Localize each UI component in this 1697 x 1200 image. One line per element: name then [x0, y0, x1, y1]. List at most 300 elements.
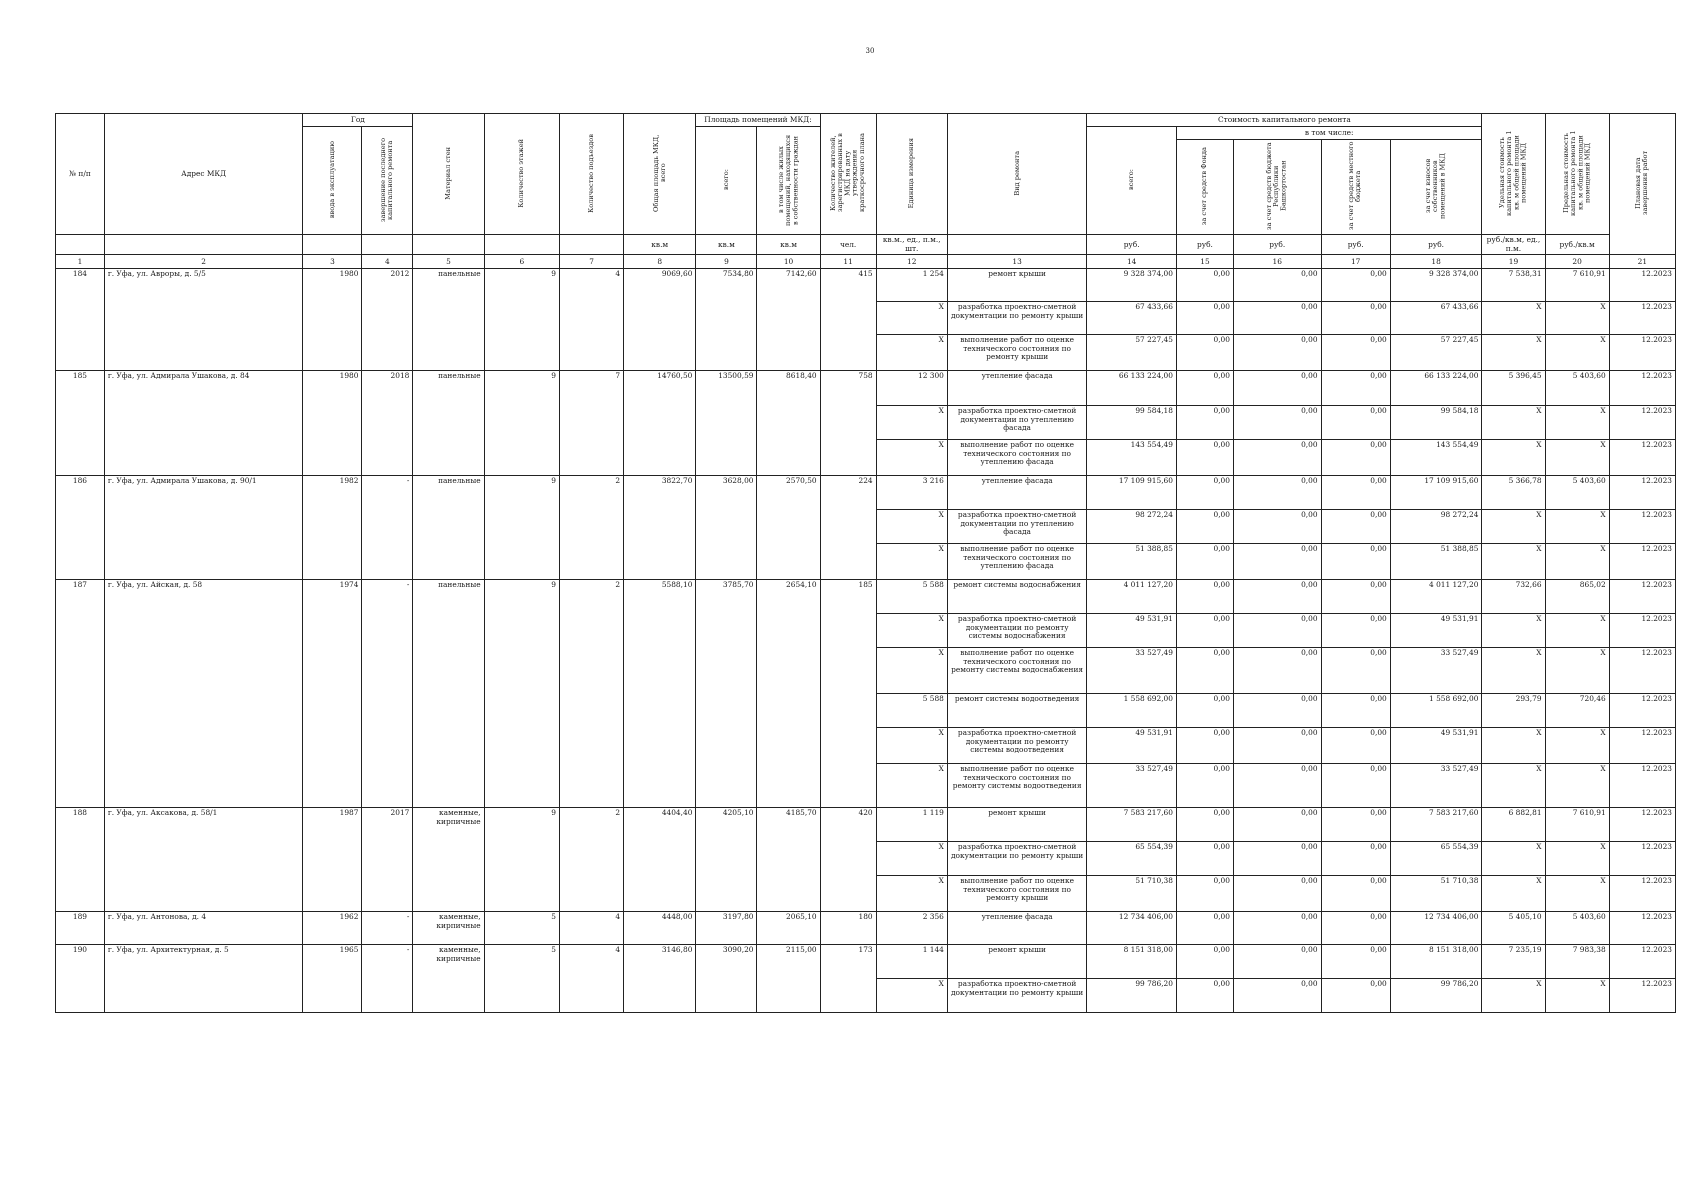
cost-rb-budget: 0,00 [1233, 808, 1321, 842]
cost-rb-budget: 0,00 [1233, 694, 1321, 728]
specific-cost: 7 538,31 [1482, 269, 1545, 302]
cost-fund: 0,00 [1176, 764, 1233, 808]
specific-cost: X [1482, 440, 1545, 476]
wall-material: каменные, кирпичные [413, 945, 484, 1013]
work-type: разработка проектно-сметной документации по ремонту крыши [947, 302, 1086, 335]
max-cost: X [1545, 510, 1609, 544]
cost-owners: 7 583 217,60 [1390, 808, 1482, 842]
cost-local-budget: 0,00 [1321, 876, 1390, 912]
floor-count: 9 [484, 808, 559, 912]
year-last-repair: 2012 [362, 269, 413, 371]
resident-count: 185 [820, 580, 876, 808]
cost-owners: 51 388,85 [1390, 544, 1482, 580]
cost-fund: 0,00 [1176, 302, 1233, 335]
cost-total: 49 531,91 [1087, 728, 1177, 764]
resident-count: 224 [820, 476, 876, 580]
row-number: 186 [56, 476, 105, 580]
cost-fund: 0,00 [1176, 945, 1233, 979]
planned-date: 12.2023 [1609, 302, 1675, 335]
unit-cell: кв.м [624, 235, 696, 255]
cost-total: 1 558 692,00 [1087, 694, 1177, 728]
planned-date: 12.2023 [1609, 912, 1675, 945]
cost-total: 99 786,20 [1087, 979, 1177, 1013]
resident-count: 180 [820, 912, 876, 945]
cost-total: 33 527,49 [1087, 764, 1177, 808]
house-address: г. Уфа, ул. Архитектурная, д. 5 [104, 945, 303, 1013]
max-cost: 5 403,60 [1545, 476, 1609, 510]
column-number: 15 [1176, 255, 1233, 269]
cost-owners: 9 328 374,00 [1390, 269, 1482, 302]
work-type: утепление фасада [947, 371, 1086, 406]
floor-count: 9 [484, 580, 559, 808]
header-address: Адрес МКД [104, 114, 303, 235]
work-quantity: 2 356 [876, 912, 947, 945]
header-unit-measure: Единица измерения [876, 114, 947, 235]
work-type: ремонт системы водоотведения [947, 694, 1086, 728]
max-cost: X [1545, 764, 1609, 808]
max-cost: X [1545, 648, 1609, 694]
work-quantity: X [876, 440, 947, 476]
cost-fund: 0,00 [1176, 440, 1233, 476]
cost-owners: 33 527,49 [1390, 764, 1482, 808]
floor-count: 9 [484, 371, 559, 476]
work-type: выполнение работ по оценке технического состояния по ремонту системы водоотведения [947, 764, 1086, 808]
unit-cell: руб./кв.м [1545, 235, 1609, 255]
year-last-repair: - [362, 912, 413, 945]
work-type: ремонт крыши [947, 808, 1086, 842]
header-premises-area: Площадь помещений МКД: [696, 114, 820, 127]
wall-material: панельные [413, 580, 484, 808]
entrance-count: 2 [559, 580, 623, 808]
cost-total: 143 554,49 [1087, 440, 1177, 476]
work-quantity: X [876, 876, 947, 912]
work-quantity: X [876, 335, 947, 371]
unit-cell: кв.м [757, 235, 820, 255]
planned-date: 12.2023 [1609, 876, 1675, 912]
total-area: 3822,70 [624, 476, 696, 580]
specific-cost: X [1482, 302, 1545, 335]
total-area: 4448,00 [624, 912, 696, 945]
table-row [56, 269, 1676, 302]
row-number: 184 [56, 269, 105, 371]
cost-rb-budget: 0,00 [1233, 979, 1321, 1013]
floor-count: 9 [484, 269, 559, 371]
planned-date: 12.2023 [1609, 979, 1675, 1013]
work-type: выполнение работ по оценке технического состояния по ремонту системы водоснабжения [947, 648, 1086, 694]
house-address: г. Уфа, ул. Адмирала Ушакова, д. 90/1 [104, 476, 303, 580]
cost-rb-budget: 0,00 [1233, 648, 1321, 694]
header-total-area: Общая площадь МКД, всего [624, 114, 696, 235]
cost-fund: 0,00 [1176, 476, 1233, 510]
unit-cell: руб./кв.м, ед., п.м. [1482, 235, 1545, 255]
house-address: г. Уфа, ул. Айская, д. 58 [104, 580, 303, 808]
house-address: г. Уфа, ул. Авроры, д. 5/5 [104, 269, 303, 371]
work-type: разработка проектно-сметной документации по ремонту системы водоотведения [947, 728, 1086, 764]
year-built: 1965 [303, 945, 362, 1013]
cost-total: 51 710,38 [1087, 876, 1177, 912]
year-built: 1962 [303, 912, 362, 945]
planned-date: 12.2023 [1609, 476, 1675, 510]
max-cost: 7 610,91 [1545, 808, 1609, 842]
year-last-repair: 2017 [362, 808, 413, 912]
cost-local-budget: 0,00 [1321, 694, 1390, 728]
unit-cell: руб. [1087, 235, 1177, 255]
cost-fund: 0,00 [1176, 694, 1233, 728]
specific-cost: 732,66 [1482, 580, 1545, 614]
cost-rb-budget: 0,00 [1233, 580, 1321, 614]
page-number: 30 [865, 47, 875, 55]
specific-cost: 5 405,10 [1482, 912, 1545, 945]
premises-area-total: 3197,80 [696, 912, 757, 945]
total-area: 3146,80 [624, 945, 696, 1013]
year-built: 1974 [303, 580, 362, 808]
entrance-count: 2 [559, 476, 623, 580]
cost-owners: 65 554,39 [1390, 842, 1482, 876]
cost-total: 8 151 318,00 [1087, 945, 1177, 979]
work-type: выполнение работ по оценке технического состояния по ремонту крыши [947, 335, 1086, 371]
total-area: 9069,60 [624, 269, 696, 371]
entrance-count: 7 [559, 371, 623, 476]
work-quantity: 5 588 [876, 580, 947, 614]
planned-date: 12.2023 [1609, 335, 1675, 371]
table-row [56, 476, 1676, 510]
work-quantity: X [876, 648, 947, 694]
row-number: 189 [56, 912, 105, 945]
work-quantity: X [876, 728, 947, 764]
cost-local-budget: 0,00 [1321, 440, 1390, 476]
max-cost: X [1545, 302, 1609, 335]
cost-owners: 4 011 127,20 [1390, 580, 1482, 614]
specific-cost: 6 882,81 [1482, 808, 1545, 842]
cost-total: 66 133 224,00 [1087, 371, 1177, 406]
column-number: 14 [1087, 255, 1177, 269]
work-type: разработка проектно-сметной документации по утеплению фасада [947, 406, 1086, 440]
column-number: 19 [1482, 255, 1545, 269]
column-number: 6 [484, 255, 559, 269]
cost-local-budget: 0,00 [1321, 648, 1390, 694]
cost-rb-budget: 0,00 [1233, 912, 1321, 945]
cost-local-budget: 0,00 [1321, 302, 1390, 335]
cost-rb-budget: 0,00 [1233, 335, 1321, 371]
cost-fund: 0,00 [1176, 580, 1233, 614]
work-type: ремонт крыши [947, 269, 1086, 302]
header-year-commission: ввода в эксплуатацию [303, 127, 362, 235]
floor-count: 9 [484, 476, 559, 580]
work-type: ремонт крыши [947, 945, 1086, 979]
cost-rb-budget: 0,00 [1233, 302, 1321, 335]
cost-local-budget: 0,00 [1321, 269, 1390, 302]
table-row [56, 371, 1676, 406]
work-type: разработка проектно-сметной документации по утеплению фасада [947, 510, 1086, 544]
premises-area-total: 3628,00 [696, 476, 757, 580]
header-rb-budget: за счет средств бюджета Республики Башкортостан [1233, 140, 1321, 235]
specific-cost: 7 235,19 [1482, 945, 1545, 979]
specific-cost: 293,79 [1482, 694, 1545, 728]
cost-fund: 0,00 [1176, 979, 1233, 1013]
planned-date: 12.2023 [1609, 440, 1675, 476]
unit-cell: кв.м [696, 235, 757, 255]
cost-total: 98 272,24 [1087, 510, 1177, 544]
planned-date: 12.2023 [1609, 614, 1675, 648]
work-quantity: X [876, 979, 947, 1013]
max-cost: 5 403,60 [1545, 912, 1609, 945]
max-cost: X [1545, 614, 1609, 648]
header-entrances: Количество подъездов [559, 114, 623, 235]
cost-total: 65 554,39 [1087, 842, 1177, 876]
cost-owners: 57 227,45 [1390, 335, 1482, 371]
work-quantity: X [876, 842, 947, 876]
column-number: 13 [947, 255, 1086, 269]
cost-fund: 0,00 [1176, 510, 1233, 544]
cost-total: 99 584,18 [1087, 406, 1177, 440]
work-quantity: X [876, 406, 947, 440]
resident-count: 173 [820, 945, 876, 1013]
wall-material: панельные [413, 476, 484, 580]
cost-owners: 8 151 318,00 [1390, 945, 1482, 979]
column-number: 7 [559, 255, 623, 269]
cost-owners: 99 584,18 [1390, 406, 1482, 440]
premises-area-residential: 4185,70 [757, 808, 820, 912]
cost-owners: 17 109 915,60 [1390, 476, 1482, 510]
column-number: 9 [696, 255, 757, 269]
planned-date: 12.2023 [1609, 510, 1675, 544]
floor-count: 5 [484, 945, 559, 1013]
cost-fund: 0,00 [1176, 269, 1233, 302]
work-quantity: 12 300 [876, 371, 947, 406]
planned-date: 12.2023 [1609, 842, 1675, 876]
max-cost: 865,02 [1545, 580, 1609, 614]
unit-cell: руб. [1176, 235, 1233, 255]
cost-rb-budget: 0,00 [1233, 842, 1321, 876]
table-row [56, 945, 1676, 979]
cost-rb-budget: 0,00 [1233, 269, 1321, 302]
header-max-cost: Предельная стоимость капитального ремонта 1 кв. м общей площади помещений МКД [1545, 114, 1609, 235]
cost-fund: 0,00 [1176, 728, 1233, 764]
premises-area-total: 3090,20 [696, 945, 757, 1013]
cost-local-budget: 0,00 [1321, 979, 1390, 1013]
house-address: г. Уфа, ул. Антонова, д. 4 [104, 912, 303, 945]
header-premises-residential: в том числе жилых помещений, находящихся в собственности граждан [757, 127, 820, 235]
cost-rb-budget: 0,00 [1233, 614, 1321, 648]
work-type: утепление фасада [947, 476, 1086, 510]
cost-fund: 0,00 [1176, 842, 1233, 876]
cost-total: 51 388,85 [1087, 544, 1177, 580]
wall-material: панельные [413, 371, 484, 476]
header-including: в том числе: [1176, 127, 1481, 140]
premises-area-total: 4205,10 [696, 808, 757, 912]
cost-owners: 51 710,38 [1390, 876, 1482, 912]
cost-local-budget: 0,00 [1321, 406, 1390, 440]
header-specific-cost: Удельная стоимость капитального ремонта 1 кв. м общей площади помещений МКД [1482, 114, 1545, 235]
max-cost: X [1545, 979, 1609, 1013]
cost-local-budget: 0,00 [1321, 510, 1390, 544]
premises-area-total: 7534,80 [696, 269, 757, 371]
header-no: № п/п [56, 114, 105, 235]
cost-owners: 143 554,49 [1390, 440, 1482, 476]
header-residents: Количество жителей, зарегистрированных в МКД на дату утверждения краткосрочного плана [820, 114, 876, 235]
unit-cell: кв.м., ед., п.м., шт. [876, 235, 947, 255]
header-year: Год [303, 114, 413, 127]
total-area: 4404,40 [624, 808, 696, 912]
total-area: 14760,50 [624, 371, 696, 476]
max-cost: X [1545, 335, 1609, 371]
cost-rb-budget: 0,00 [1233, 476, 1321, 510]
column-number: 2 [104, 255, 303, 269]
specific-cost: X [1482, 764, 1545, 808]
cost-local-budget: 0,00 [1321, 945, 1390, 979]
premises-area-residential: 2570,50 [757, 476, 820, 580]
work-type: выполнение работ по оценке технического состояния по утеплению фасада [947, 440, 1086, 476]
column-number: 8 [624, 255, 696, 269]
work-type: выполнение работ по оценке технического состояния по утеплению фасада [947, 544, 1086, 580]
header-fund: за счет средств Фонда [1176, 140, 1233, 235]
wall-material: каменные, кирпичные [413, 912, 484, 945]
header-cost-total: всего: [1087, 127, 1177, 235]
cost-total: 33 527,49 [1087, 648, 1177, 694]
max-cost: X [1545, 728, 1609, 764]
unit-cell: чел. [820, 235, 876, 255]
work-quantity: X [876, 614, 947, 648]
year-built: 1980 [303, 371, 362, 476]
premises-area-residential: 2654,10 [757, 580, 820, 808]
row-number: 190 [56, 945, 105, 1013]
cost-fund: 0,00 [1176, 335, 1233, 371]
cost-total: 9 328 374,00 [1087, 269, 1177, 302]
cost-rb-budget: 0,00 [1233, 876, 1321, 912]
planned-date: 12.2023 [1609, 945, 1675, 979]
cost-rb-budget: 0,00 [1233, 764, 1321, 808]
house-address: г. Уфа, ул. Адмирала Ушакова, д. 84 [104, 371, 303, 476]
max-cost: X [1545, 440, 1609, 476]
cost-fund: 0,00 [1176, 406, 1233, 440]
work-quantity: X [876, 764, 947, 808]
row-number: 185 [56, 371, 105, 476]
cost-local-budget: 0,00 [1321, 580, 1390, 614]
cost-owners: 33 527,49 [1390, 648, 1482, 694]
cost-owners: 67 433,66 [1390, 302, 1482, 335]
total-area: 5588,10 [624, 580, 696, 808]
cost-rb-budget: 0,00 [1233, 728, 1321, 764]
specific-cost: X [1482, 406, 1545, 440]
cost-local-budget: 0,00 [1321, 764, 1390, 808]
specific-cost: X [1482, 979, 1545, 1013]
table-row [56, 912, 1676, 945]
cost-fund: 0,00 [1176, 912, 1233, 945]
work-type: разработка проектно-сметной документации по ремонту крыши [947, 979, 1086, 1013]
row-number: 187 [56, 580, 105, 808]
work-quantity: 5 588 [876, 694, 947, 728]
specific-cost: X [1482, 842, 1545, 876]
planned-date: 12.2023 [1609, 371, 1675, 406]
column-number: 10 [757, 255, 820, 269]
column-number: 20 [1545, 255, 1609, 269]
max-cost: 7 610,91 [1545, 269, 1609, 302]
work-type: выполнение работ по оценке технического состояния по ремонту крыши [947, 876, 1086, 912]
year-built: 1987 [303, 808, 362, 912]
planned-date: 12.2023 [1609, 764, 1675, 808]
row-number: 188 [56, 808, 105, 912]
premises-area-residential: 2115,00 [757, 945, 820, 1013]
cost-total: 17 109 915,60 [1087, 476, 1177, 510]
header-owners: за счет взносов собственников помещений в МКД [1390, 140, 1482, 235]
premises-area-total: 13500,59 [696, 371, 757, 476]
specific-cost: X [1482, 335, 1545, 371]
cost-local-budget: 0,00 [1321, 476, 1390, 510]
cost-rb-budget: 0,00 [1233, 544, 1321, 580]
header-walls: Материал стен [413, 114, 484, 235]
cost-local-budget: 0,00 [1321, 544, 1390, 580]
cost-fund: 0,00 [1176, 648, 1233, 694]
planned-date: 12.2023 [1609, 406, 1675, 440]
planned-date: 12.2023 [1609, 648, 1675, 694]
cost-rb-budget: 0,00 [1233, 440, 1321, 476]
cost-total: 4 011 127,20 [1087, 580, 1177, 614]
house-address: г. Уфа, ул. Аксакова, д. 58/1 [104, 808, 303, 912]
column-number: 11 [820, 255, 876, 269]
cost-owners: 1 558 692,00 [1390, 694, 1482, 728]
cost-owners: 49 531,91 [1390, 614, 1482, 648]
cost-rb-budget: 0,00 [1233, 945, 1321, 979]
wall-material: каменные, кирпичные [413, 808, 484, 912]
entrance-count: 4 [559, 912, 623, 945]
premises-area-residential: 7142,60 [757, 269, 820, 371]
cost-local-budget: 0,00 [1321, 808, 1390, 842]
cost-fund: 0,00 [1176, 371, 1233, 406]
work-type: разработка проектно-сметной документации по ремонту системы водоснабжения [947, 614, 1086, 648]
work-quantity: X [876, 510, 947, 544]
work-type: утепление фасада [947, 912, 1086, 945]
premises-area-total: 3785,70 [696, 580, 757, 808]
cost-total: 67 433,66 [1087, 302, 1177, 335]
column-number: 4 [362, 255, 413, 269]
resident-count: 415 [820, 269, 876, 371]
floor-count: 5 [484, 912, 559, 945]
table-row [56, 808, 1676, 842]
specific-cost: X [1482, 876, 1545, 912]
cost-total: 57 227,45 [1087, 335, 1177, 371]
max-cost: 7 983,38 [1545, 945, 1609, 979]
cost-local-budget: 0,00 [1321, 371, 1390, 406]
cost-local-budget: 0,00 [1321, 614, 1390, 648]
specific-cost: X [1482, 510, 1545, 544]
specific-cost: X [1482, 648, 1545, 694]
specific-cost: X [1482, 544, 1545, 580]
header-premises-total: всего: [696, 127, 757, 235]
work-quantity: 1 254 [876, 269, 947, 302]
column-number: 5 [413, 255, 484, 269]
cost-local-budget: 0,00 [1321, 912, 1390, 945]
column-number: 16 [1233, 255, 1321, 269]
cost-fund: 0,00 [1176, 876, 1233, 912]
max-cost: X [1545, 876, 1609, 912]
max-cost: 720,46 [1545, 694, 1609, 728]
work-type: разработка проектно-сметной документации по ремонту крыши [947, 842, 1086, 876]
cost-owners: 98 272,24 [1390, 510, 1482, 544]
header-year-last-repair: завершение последнего капитального ремонта [362, 127, 413, 235]
column-number: 17 [1321, 255, 1390, 269]
planned-date: 12.2023 [1609, 728, 1675, 764]
cost-rb-budget: 0,00 [1233, 406, 1321, 440]
work-type: ремонт системы водоснабжения [947, 580, 1086, 614]
specific-cost: 5 396,45 [1482, 371, 1545, 406]
year-last-repair: - [362, 476, 413, 580]
premises-area-residential: 8618,40 [757, 371, 820, 476]
wall-material: панельные [413, 269, 484, 371]
entrance-count: 4 [559, 945, 623, 1013]
header-cost: Стоимость капитального ремонта [1087, 114, 1482, 127]
column-number: 21 [1609, 255, 1675, 269]
cost-total: 12 734 406,00 [1087, 912, 1177, 945]
